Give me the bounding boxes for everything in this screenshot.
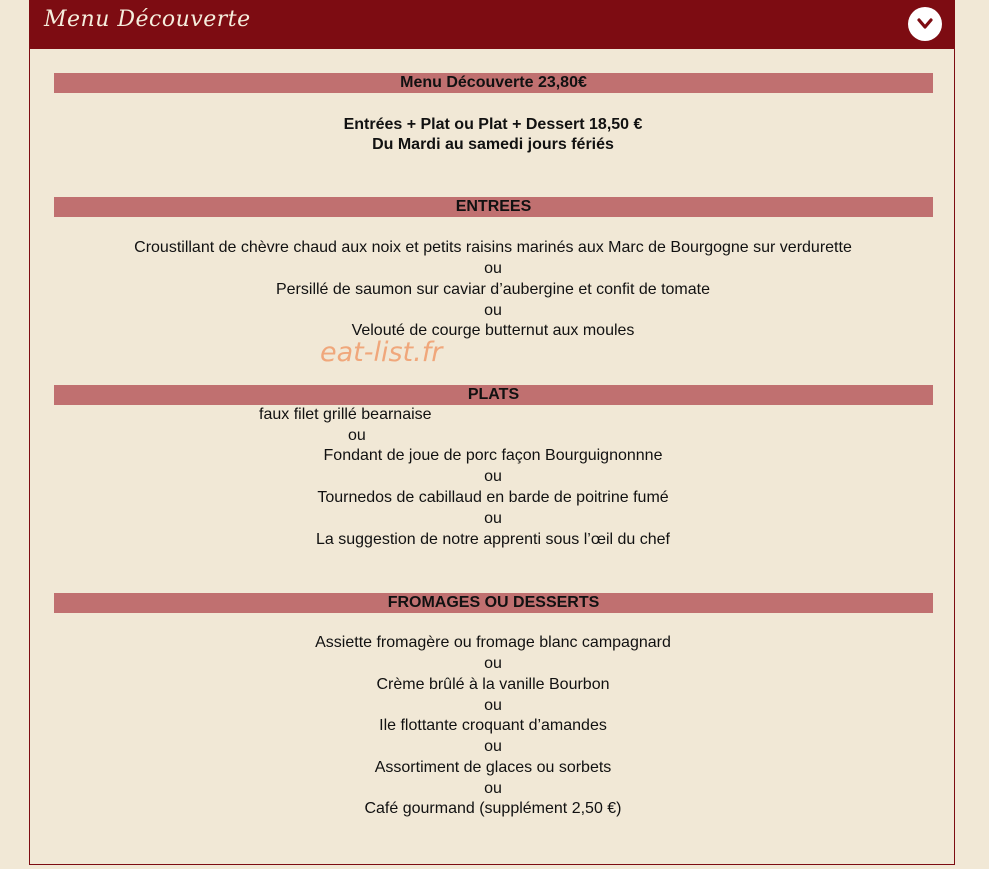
section-heading-entrees: ENTREES	[54, 197, 933, 217]
list-item: Persillé de saumon sur caviar d’aubergine et confit de tomate	[275, 281, 710, 298]
menu-formula: Entrées + Plat ou Plat + Dessert 18,50 €	[343, 116, 643, 133]
list-item: Assiette fromagère ou fromage blanc campagnard	[315, 634, 671, 651]
chevron-down-icon	[917, 18, 933, 30]
list-item: Fondant de joue de porc façon Bourguignonnne	[323, 447, 663, 464]
separator-ou: ou	[484, 468, 502, 485]
menu-panel	[29, 0, 955, 865]
separator-ou: ou	[484, 510, 502, 527]
list-item: Ile flottante croquant d’amandes	[379, 717, 607, 734]
list-item: Velouté de courge butternut aux moules	[351, 322, 635, 339]
separator-ou: ou	[484, 780, 502, 797]
menu-title-band: Menu Découverte 23,80€	[54, 73, 933, 93]
list-item: Assortiment de glaces ou sorbets	[374, 759, 612, 776]
section-heading-plats: PLATS	[54, 385, 933, 405]
panel-title: Menu Découverte	[44, 7, 251, 32]
panel-header[interactable]	[30, 1, 954, 49]
watermark: eat-list.fr	[320, 337, 443, 368]
list-item: faux filet grillé bearnaise	[259, 406, 432, 423]
list-item: Café gourmand (supplément 2,50 €)	[364, 800, 622, 817]
separator-ou: ou	[484, 697, 502, 714]
list-item: Croustillant de chèvre chaud aux noix et petits raisins marinés aux Marc de Bourgogne sur verdurette	[134, 239, 852, 256]
menu-days: Du Mardi au samedi jours fériés	[372, 136, 614, 153]
section-heading-desserts: FROMAGES OU DESSERTS	[54, 593, 933, 613]
separator-ou: ou	[484, 260, 502, 277]
list-item: Crème brûlé à la vanille Bourbon	[376, 676, 610, 693]
separator-ou: ou	[348, 427, 366, 444]
list-item: Tournedos de cabillaud en barde de poitrine fumé	[317, 489, 669, 506]
collapse-toggle-button[interactable]	[908, 7, 942, 41]
separator-ou: ou	[484, 655, 502, 672]
separator-ou: ou	[484, 738, 502, 755]
list-item: La suggestion de notre apprenti sous l’œil du chef	[316, 531, 670, 548]
separator-ou: ou	[484, 302, 502, 319]
